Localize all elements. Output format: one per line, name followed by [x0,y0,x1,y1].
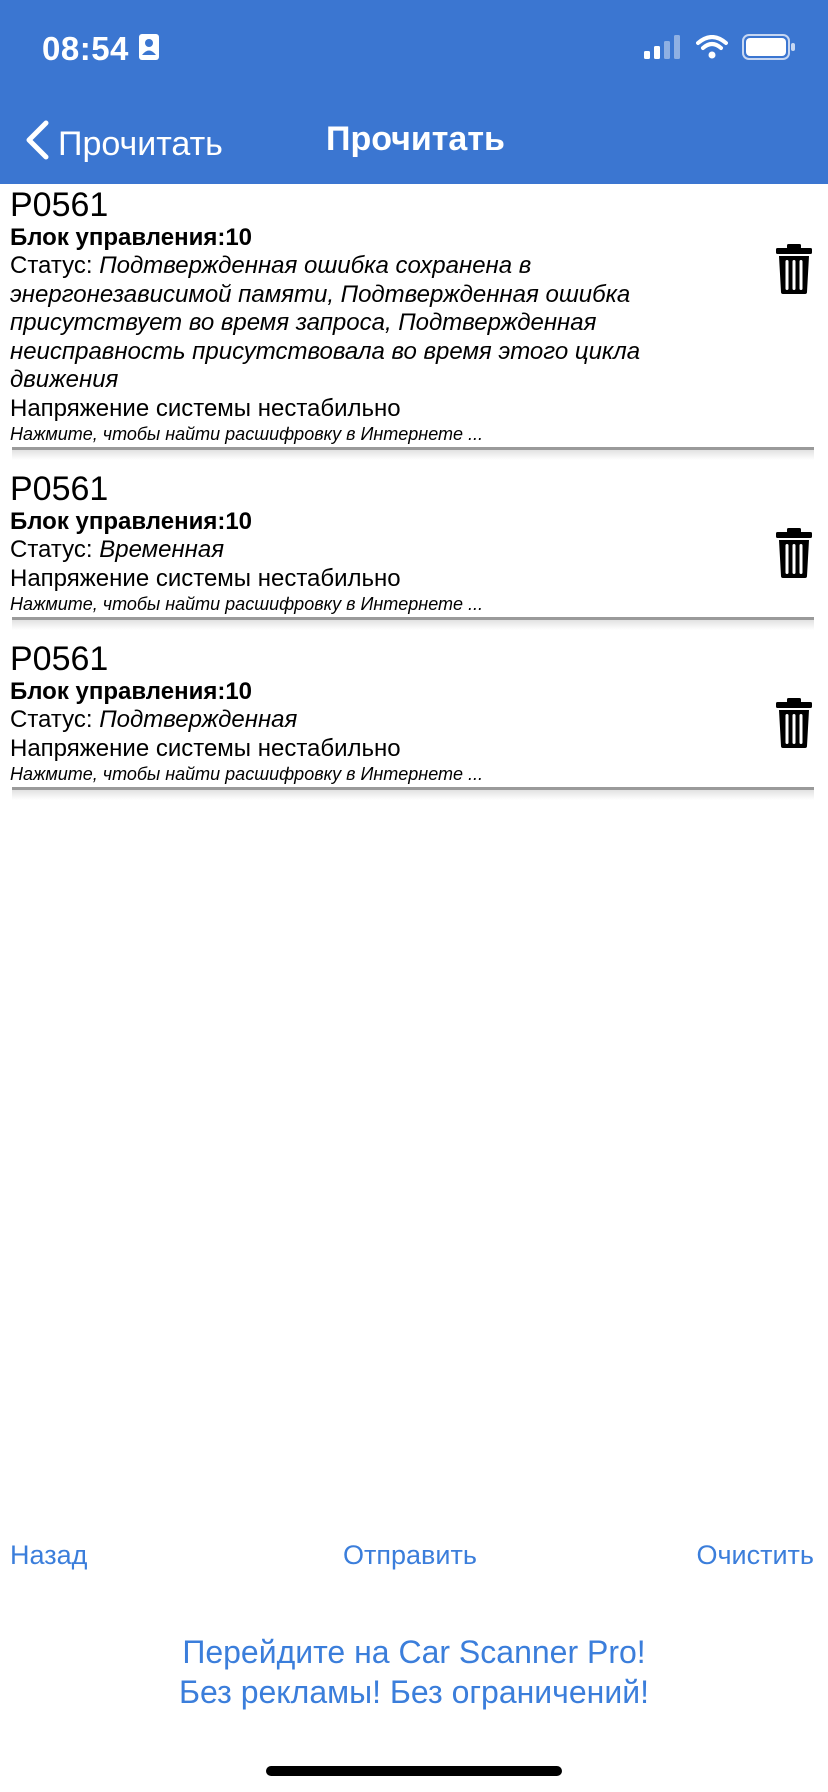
status-time [42,30,159,68]
dtc-web-search-link[interactable]: Нажмите, чтобы найти расшифровку в Интернете ... [10,424,484,444]
bottom-toolbar [0,1540,828,1580]
clear-button[interactable]: Очистить [696,1540,814,1570]
dtc-item[interactable] [0,184,828,445]
dtc-code: P0561 [10,470,109,508]
dtc-status [10,252,660,395]
dtc-web-search-link[interactable]: Нажмите, чтобы найти расшифровку в Интернете ... [10,764,484,784]
dtc-code: P0561 [10,640,109,678]
dtc-description: Напряжение системы нестабильно [10,734,401,762]
trash-icon[interactable] [776,528,812,583]
dtc-web-search-link[interactable]: Нажмите, чтобы найти расшифровку в Интернете ... [10,594,484,614]
dtc-status-label: Статус: [10,252,93,279]
dtc-description: Напряжение системы нестабильно [10,394,401,422]
promo-line-2: Без рекламы! Без ограничений! [179,1674,649,1710]
nav-back-label: Прочитать [58,125,223,163]
dtc-status-label: Статус: [10,536,93,563]
dtc-list [0,184,828,808]
dtc-separator [12,787,814,800]
wifi-icon [696,35,728,64]
nav-back-button[interactable] [24,120,223,169]
dtc-status-value: Подтвержденная ошибка сохранена в энергонезависимой памяти, Подтвержденная ошибка присутствует во время запроса, Подтвержденная неисправность присутствовала во время этого цикла движения [10,252,641,393]
dtc-separator [12,617,814,630]
trash-icon[interactable] [776,244,812,299]
pro-upgrade-banner[interactable] [0,1632,828,1712]
dtc-description: Напряжение системы нестабильно [10,564,401,592]
dtc-item[interactable] [0,468,828,615]
battery-icon [742,34,796,65]
app-header [0,0,828,184]
dtc-item[interactable] [0,638,828,785]
promo-line-1: Перейдите на Car Scanner Pro! [182,1634,646,1670]
back-button[interactable]: Назад [10,1540,88,1570]
dtc-status-label: Статус: [10,706,93,733]
home-indicator[interactable] [266,1766,562,1776]
chevron-left-icon [24,120,50,169]
clock-text: 08:54 [42,30,129,67]
page-title: Прочитать [326,120,505,158]
dtc-control-unit: Блок управления:10 [10,508,253,535]
signal-icon [644,35,682,64]
dtc-code: P0561 [10,186,109,224]
dtc-status [10,536,660,565]
dtc-status [10,706,660,735]
dtc-control-unit: Блок управления:10 [10,678,253,705]
status-indicators [644,34,796,65]
send-button[interactable]: Отправить [343,1540,477,1570]
dtc-separator [12,447,814,460]
trash-icon[interactable] [776,698,812,753]
dtc-status-value: Временная [99,536,225,563]
dtc-control-unit: Блок управления:10 [10,224,253,251]
contact-card-icon [139,30,159,68]
dtc-status-value: Подтвержденная [99,706,298,733]
